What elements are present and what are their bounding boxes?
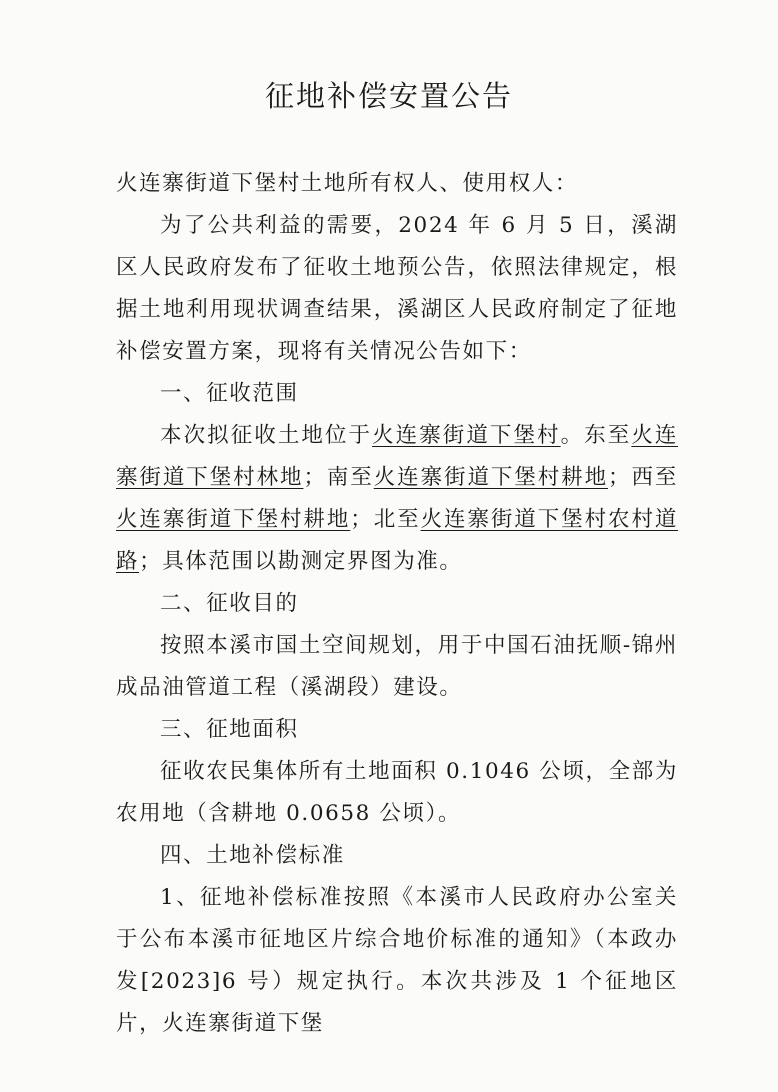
document-title: 征地补偿安置公告 <box>264 79 513 113</box>
salutation: 火连寨街道下堡村土地所有权人、使用权人： <box>116 171 579 196</box>
document-body <box>116 163 678 1045</box>
scope-text-1: 本次拟征收土地位于 <box>160 423 373 448</box>
scope-text-6: ；具体范围以勘测定界图为准。 <box>139 549 463 574</box>
section-2-body: 按照本溪市国土空间规划，用于中国石油抚顺-锦州成品油管道工程（溪湖段）建设。 <box>116 633 678 700</box>
scope-south-boundary: 火连寨街道下堡村耕地 <box>373 465 609 490</box>
section-1-heading: 一、征收范围 <box>160 381 299 406</box>
scope-west-boundary: 火连寨街道下堡村耕地 <box>116 507 351 532</box>
scope-north-boundary: 火连寨街道下堡村农村道路 <box>116 507 678 574</box>
section-3-heading: 三、征地面积 <box>160 717 299 742</box>
intro-paragraph: 为了公共利益的需要，2024 年 6 月 5 日，溪湖区人民政府发布了征收土地预公告，依照法律规定，根据土地利用现状调查结果，溪湖区人民政府制定了征地补偿安置方案，现将有关情况公告如下： <box>116 213 678 364</box>
scope-east-boundary: 火连寨街道下堡村林地 <box>116 423 678 490</box>
scope-text-2: 。东至 <box>560 423 632 448</box>
section-3-body: 征收农民集体所有土地面积 0.1046 公顷，全部为农用地（含耕地 0.0658 公顷）。 <box>116 759 678 826</box>
section-2-heading: 二、征收目的 <box>160 591 299 616</box>
scope-text-3: ；南至 <box>303 465 374 490</box>
section-4-heading: 四、土地补偿标准 <box>160 843 345 868</box>
section-1-body <box>116 415 678 583</box>
section-4-item-1: 1、征地补偿标准按照《本溪市人民政府办公室关于公布本溪市征地区片综合地价标准的通知》（本政办发[2023]6 号）规定执行。本次共涉及 1 个征地区片，火连寨街道下堡 <box>116 885 678 1036</box>
scope-village: 火连寨街道下堡村 <box>372 423 561 448</box>
scope-text-5: ；北至 <box>350 507 421 532</box>
scope-text-4: ；西至 <box>608 465 678 490</box>
